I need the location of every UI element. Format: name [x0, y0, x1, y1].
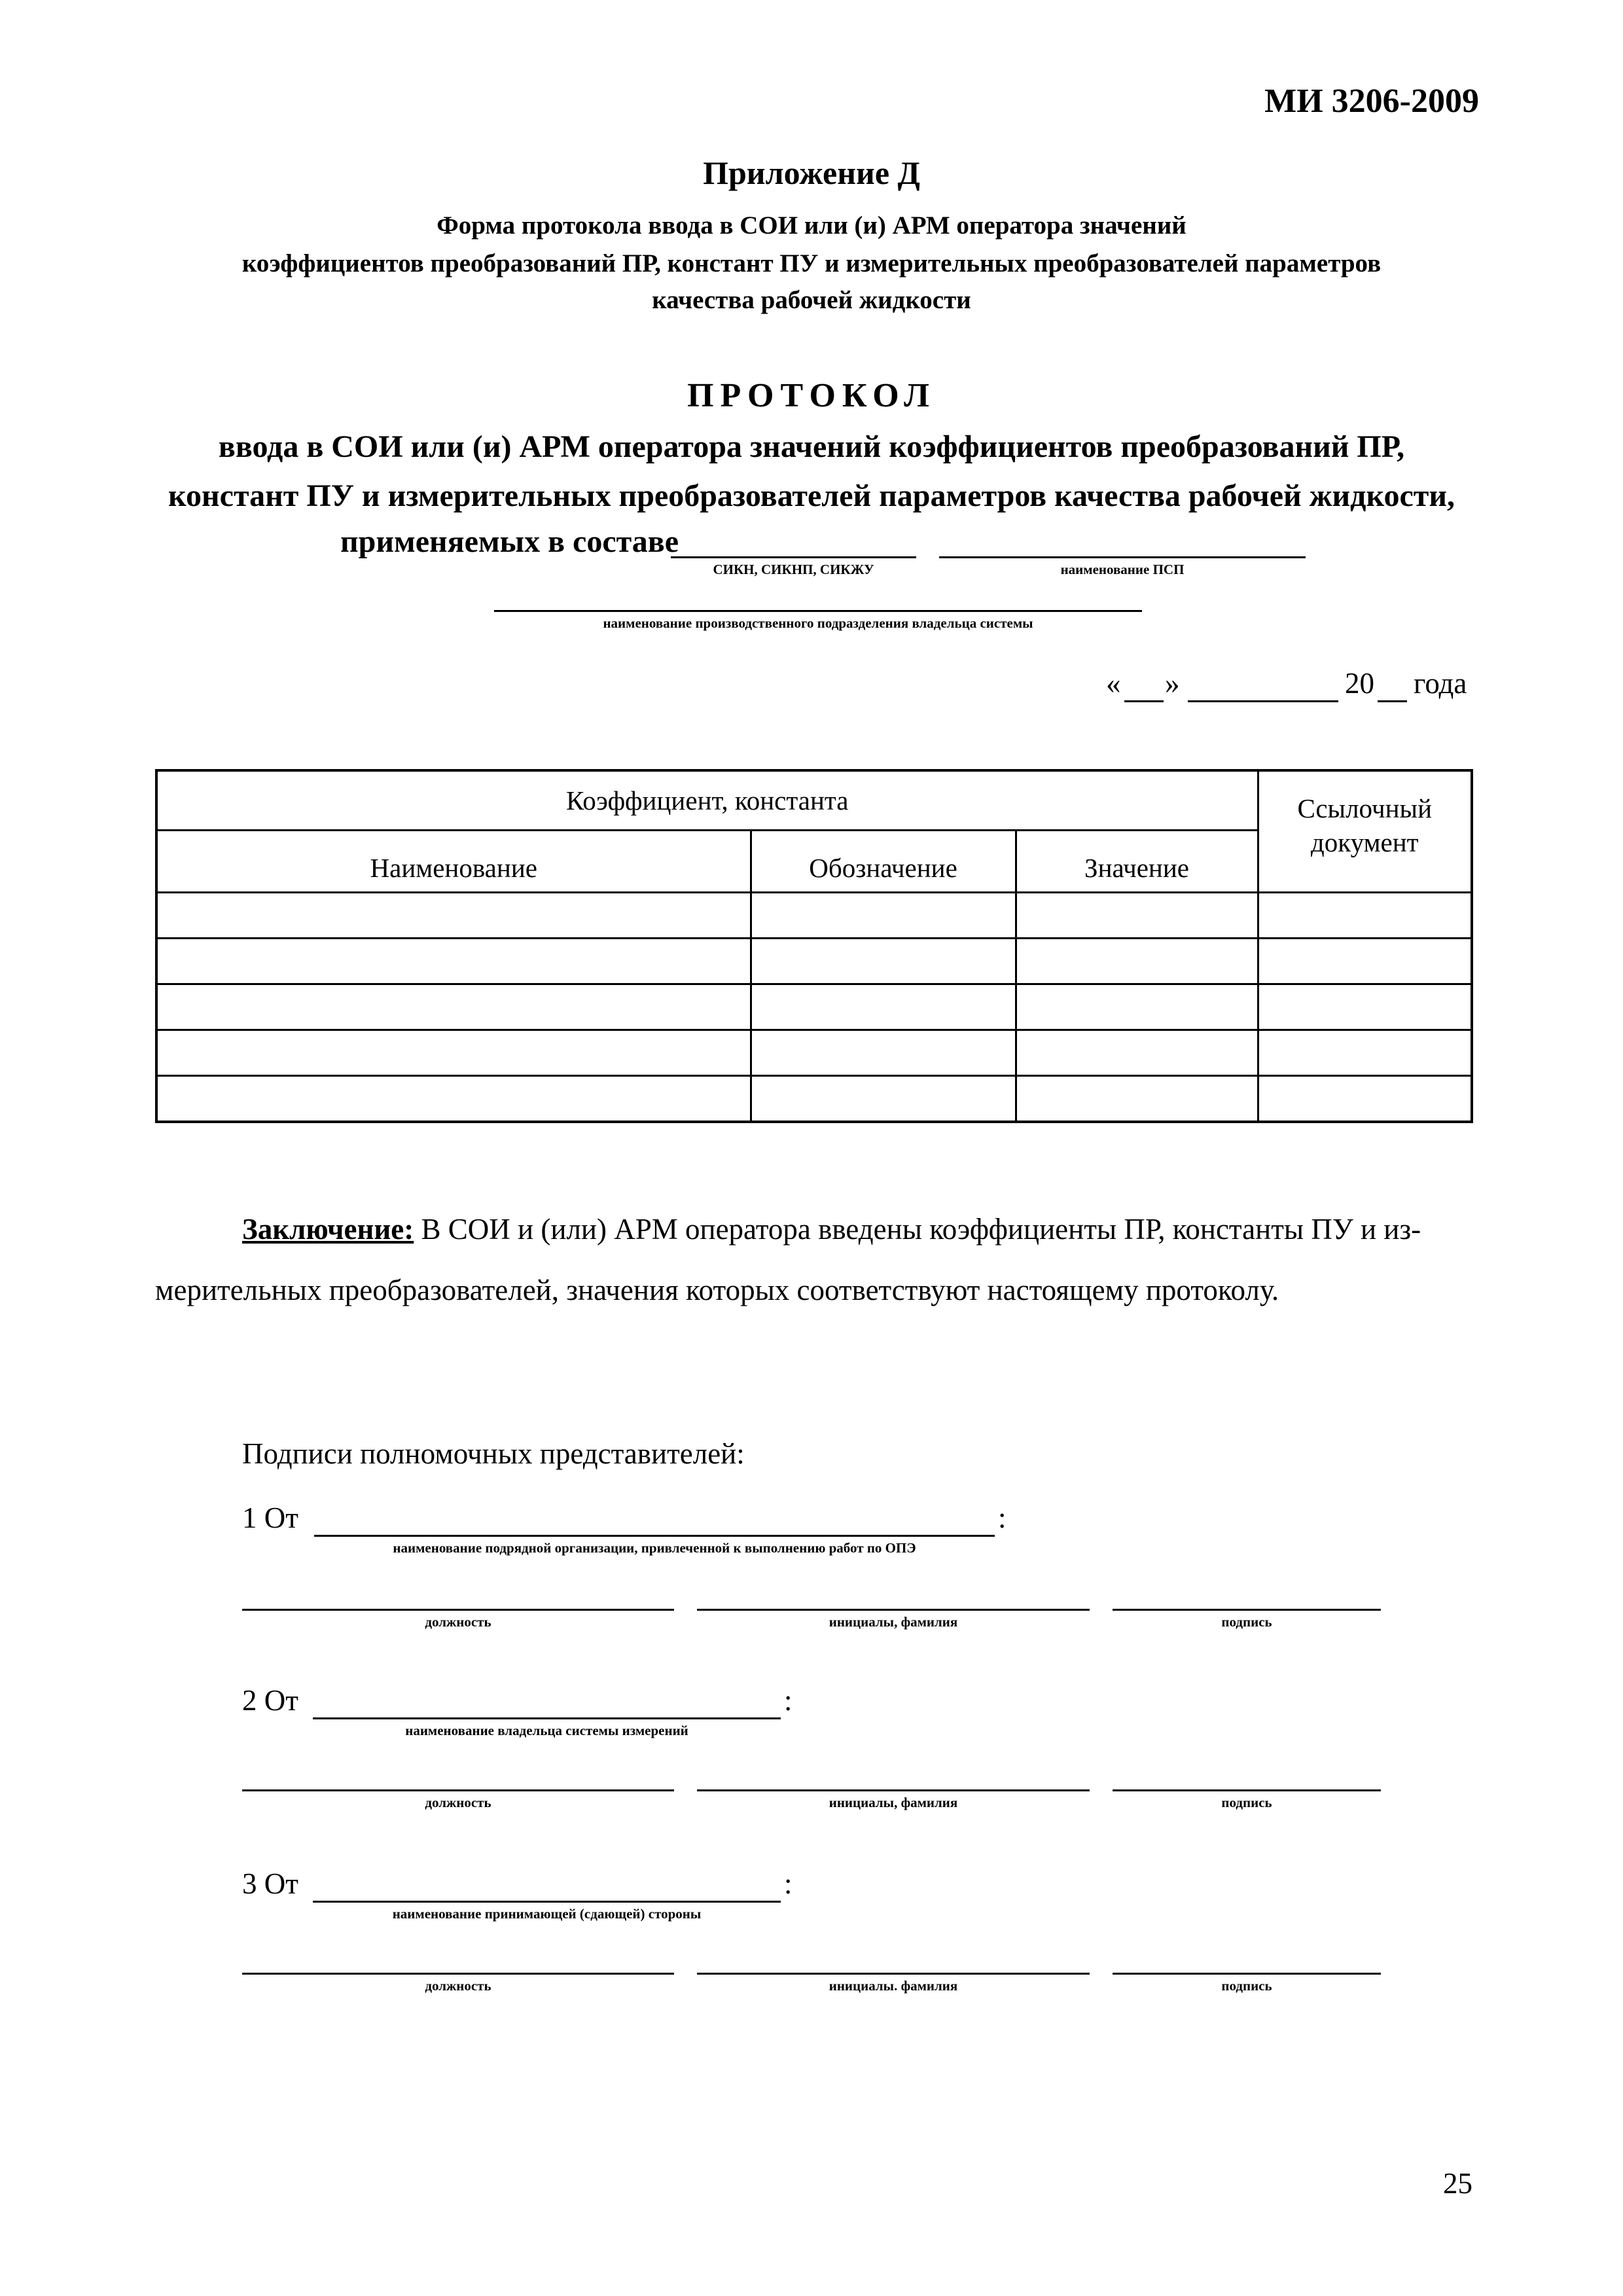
position-hint-1: должность [425, 1614, 491, 1630]
receiving-party-name-field[interactable] [313, 1901, 781, 1903]
appendix-title: Приложение Д [703, 154, 920, 191]
column-header-designation: Обозначение [751, 831, 1016, 893]
date-month-field[interactable] [1188, 700, 1338, 702]
table-cell[interactable] [1258, 984, 1472, 1030]
position-field-1[interactable] [242, 1609, 674, 1611]
table-cell[interactable] [1258, 1030, 1472, 1076]
psp-name-hint: наименование ПСП [1060, 562, 1185, 577]
protocol-line-2: констант ПУ и измерительных преобразователей параметров качества рабочей жидкости, [168, 478, 1455, 513]
table-cell[interactable] [1016, 893, 1258, 939]
name-hint-1: инициалы, фамилия [829, 1614, 958, 1630]
form-caption-line-1: Форма протокола ввода в СОИ или (и) АРМ оператора значений [437, 211, 1186, 240]
table-row [156, 984, 1472, 1030]
signature-block-3-prefix: 3 От [242, 1867, 298, 1900]
division-name-field[interactable] [494, 610, 1142, 612]
reference-document-header [1258, 770, 1472, 893]
date-close-quote: » [1165, 667, 1180, 700]
date-year-prefix: 20 [1345, 667, 1374, 700]
signature-hint-1: подпись [1221, 1614, 1272, 1630]
table-cell[interactable] [1016, 1076, 1258, 1122]
table-cell[interactable] [751, 893, 1016, 939]
contractor-name-field[interactable] [314, 1535, 995, 1537]
system-type-hint: СИКН, СИКНП, СИКЖУ [713, 562, 874, 577]
contractor-name-hint: наименование подрядной организации, привлеченной к выполнению работ по ОПЭ [393, 1540, 916, 1556]
date-year-suffix: года [1414, 667, 1467, 700]
division-name-hint: наименование производственного подразделения владельца системы [603, 615, 1033, 631]
date-open-quote: « [1106, 667, 1121, 700]
name-field-3[interactable] [697, 1973, 1090, 1975]
conclusion-line-1 [242, 1212, 1421, 1246]
table-cell[interactable] [1016, 1030, 1258, 1076]
document-code: МИ 3206-2009 [1264, 82, 1479, 120]
column-header-name: Наименование [156, 831, 751, 893]
signatures-heading: Подписи полномочных представителей: [242, 1437, 745, 1470]
table-cell[interactable] [1258, 893, 1472, 939]
form-caption-line-3: качества рабочей жидкости [652, 286, 971, 314]
system-owner-name-field[interactable] [313, 1717, 781, 1719]
date-year-field[interactable] [1378, 700, 1407, 702]
table-cell[interactable] [751, 1030, 1016, 1076]
table-cell[interactable] [156, 893, 751, 939]
signature-block-2-colon: : [784, 1684, 793, 1717]
table-cell[interactable] [1016, 939, 1258, 984]
table-row [156, 893, 1472, 939]
conclusion-text-1: В СОИ и (или) АРМ оператора введены коэффициенты ПР, константы ПУ и из- [421, 1213, 1421, 1246]
coefficient-group-header: Коэффициент, константа [156, 770, 1258, 831]
name-hint-3: инициалы. фамилия [829, 1978, 958, 1994]
form-caption-line-2: коэффициентов преобразований ПР, констант ПУ и измерительных преобразователей параметров [241, 249, 1382, 278]
signature-block-3-colon: : [784, 1867, 793, 1900]
reference-header-line-1: Ссылочный [1297, 793, 1433, 823]
conclusion-line-2: мерительных преобразователей, значения которых соответствуют настоящему протоколу. [155, 1274, 1279, 1306]
protocol-title: ПРОТОКОЛ [687, 377, 936, 414]
coefficients-table [155, 769, 1473, 1123]
signature-hint-2: подпись [1221, 1795, 1272, 1810]
table-row [156, 1076, 1472, 1122]
name-hint-2: инициалы, фамилия [829, 1795, 958, 1810]
position-hint-2: должность [425, 1795, 491, 1810]
system-type-field[interactable] [671, 556, 916, 558]
protocol-line-1: ввода в СОИ или (и) АРМ оператора значений коэффициентов преобразований ПР, [218, 429, 1405, 464]
table-row [156, 939, 1472, 984]
position-field-3[interactable] [242, 1973, 674, 1975]
signature-field-3[interactable] [1113, 1973, 1381, 1975]
table-cell[interactable] [1016, 984, 1258, 1030]
reference-header-line-2: документ [1310, 827, 1419, 857]
name-field-1[interactable] [697, 1609, 1090, 1611]
psp-name-field[interactable] [939, 556, 1306, 558]
table-row [156, 1030, 1472, 1076]
page-number: 25 [1443, 2167, 1472, 2200]
table-cell[interactable] [1258, 939, 1472, 984]
table-cell[interactable] [751, 1076, 1016, 1122]
position-hint-3: должность [425, 1978, 491, 1994]
signature-block-1-prefix: 1 От [242, 1501, 298, 1534]
table-cell[interactable] [156, 1030, 751, 1076]
signature-block-1-colon: : [998, 1501, 1007, 1534]
signature-field-2[interactable] [1113, 1789, 1381, 1791]
signature-hint-3: подпись [1221, 1978, 1272, 1994]
system-owner-name-hint: наименование владельца системы измерений [405, 1723, 688, 1738]
position-field-2[interactable] [242, 1789, 674, 1791]
table-cell[interactable] [1258, 1076, 1472, 1122]
column-header-value: Значение [1016, 831, 1258, 893]
signature-field-1[interactable] [1113, 1609, 1381, 1611]
signature-block-2-prefix: 2 От [242, 1684, 298, 1717]
conclusion-label: Заключение: [242, 1213, 414, 1246]
table-cell[interactable] [156, 984, 751, 1030]
table-cell[interactable] [751, 984, 1016, 1030]
date-day-field[interactable] [1124, 700, 1164, 702]
protocol-line-3-prefix: применяемых в составе [340, 524, 679, 559]
table-cell[interactable] [156, 1076, 751, 1122]
table-cell[interactable] [156, 939, 751, 984]
table-cell[interactable] [751, 939, 1016, 984]
receiving-party-name-hint: наименование принимающей (сдающей) стороны [392, 1906, 702, 1922]
name-field-2[interactable] [697, 1789, 1090, 1791]
